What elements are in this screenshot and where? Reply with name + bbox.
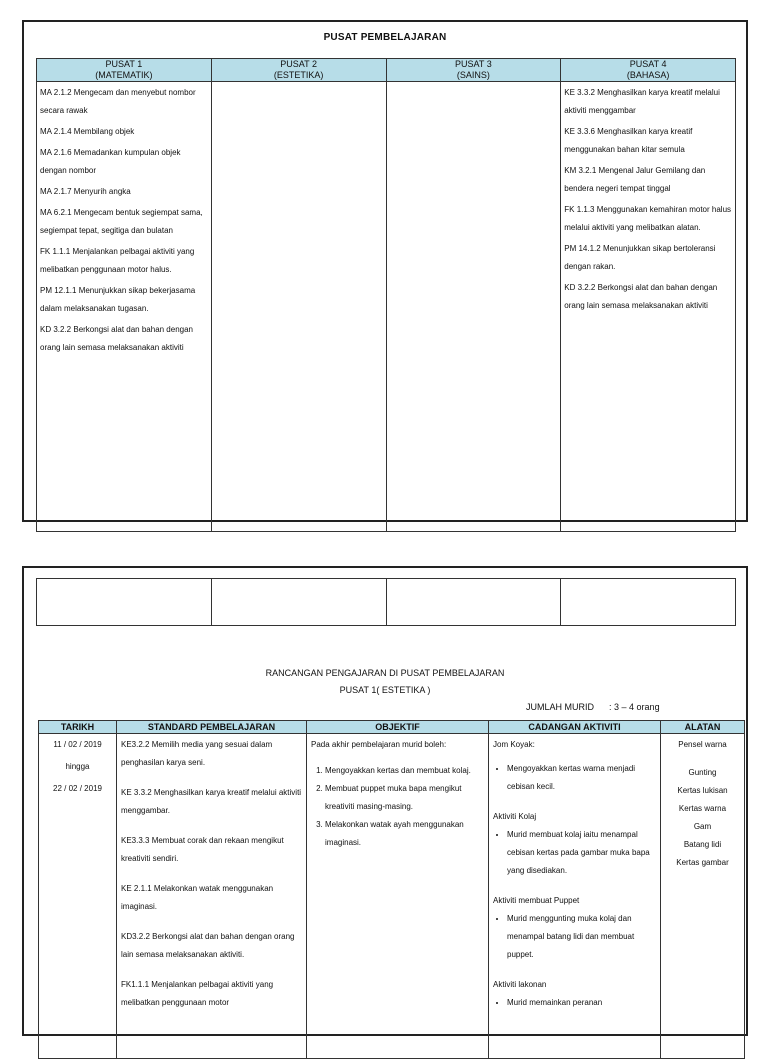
header-standard: STANDARD PEMBELAJARAN — [117, 721, 307, 734]
header-alatan: ALATAN — [661, 721, 745, 734]
list-item: Batang lidi — [683, 840, 722, 849]
list-item: KE3.2.2 Memilih media yang sesuai dalam penghasilan karya seni. — [121, 740, 273, 767]
activity-heading: Aktiviti membuat Puppet — [493, 896, 580, 905]
list-item: PM 12.1.1 Menunjukkan sikap bekerjasama dalam melaksanakan tugasan. — [40, 286, 196, 313]
list-item: KE 3.3.2 Menghasilkan karya kreatif melalui aktiviti menggambar. — [121, 788, 302, 815]
list-item: Kertas warna — [678, 804, 727, 813]
header-cadangan: CADANGAN AKTIVITI — [489, 721, 661, 734]
empty-table-row — [36, 578, 736, 626]
list-item: KD 3.2.2 Berkongsi alat dan bahan dengan orang lain semasa melaksanakan aktiviti — [40, 325, 194, 352]
cell-objektif — [307, 734, 489, 1059]
list-item: 1. Mengoyakkan kertas dan membuat kolaj. — [325, 762, 484, 780]
list-item: KE 3.3.6 Menghasilkan karya kreatif menggunakan bahan kitar semula — [564, 127, 693, 154]
cell-pusat-4 — [561, 82, 736, 532]
list-item: MA 2.1.2 Mengecam dan menyebut nombor secara rawak — [40, 88, 196, 115]
list-item: 2. Membuat puppet muka bapa mengikut kreativiti masing-masing. — [325, 780, 484, 816]
objektif-intro: Pada akhir pembelajaran murid boleh: — [311, 740, 447, 749]
list-item: Kertas lukisan — [677, 786, 728, 795]
list-item: KM 3.2.1 Mengenal Jalur Gemilang dan bendera negeri tempat tinggal — [564, 166, 706, 193]
list-item: MA 2.1.6 Memadankan kumpulan objek dengan nombor — [40, 148, 181, 175]
lesson-header-row — [39, 721, 745, 734]
list-item: KE 3.3.2 Menghasilkan karya kreatif melalui aktiviti menggambar — [564, 88, 720, 115]
cell-tarikh: 11 / 02 / 2019 hingga 22 / 02 / 2019 — [39, 734, 117, 1059]
list-item: PM 14.1.2 Menunjukkan sikap bertoleransi dengan rakan. — [564, 244, 716, 271]
header-objektif: OBJEKTIF — [307, 721, 489, 734]
list-item: FK 1.1.3 Menggunakan kemahiran motor halus melalui aktiviti yang melibatkan alatan. — [564, 205, 732, 232]
list-item: 3. Melakonkan watak ayah menggunakan imaginasi. — [325, 816, 484, 852]
list-item: Gam — [693, 822, 712, 831]
list-item: KD3.2.2 Berkongsi alat dan bahan dengan orang lain semasa melaksanakan aktiviti. — [121, 932, 295, 959]
header-pusat-3: PUSAT 3 (SAINS) — [386, 59, 561, 82]
list-item: • Mengoyakkan kertas warna menjadi cebisan kecil. — [507, 760, 656, 796]
list-item: Kertas gambar — [676, 858, 729, 867]
list-item: • Murid membuat kolaj iaitu menampal cebisan kertas pada gambar muka bapa yang disediakan. — [507, 826, 656, 880]
list-item: MA 2.1.7 Menyurih angka — [40, 187, 131, 196]
list-item: KE 2.1.1 Melakonkan watak menggunakan imaginasi. — [121, 884, 274, 911]
pusat-table — [36, 58, 736, 532]
header-tarikh: TARIKH — [39, 721, 117, 734]
cell-alatan — [661, 734, 745, 1059]
student-count: JUMLAH MURID : 3 – 4 orang — [526, 702, 660, 712]
cell-cadangan — [489, 734, 661, 1059]
list-item: • Murid menggunting muka kolaj dan menampal batang lidi dan membuat puppet. — [507, 910, 656, 964]
page-2 — [22, 566, 748, 1036]
list-item: KD 3.2.2 Berkongsi alat dan bahan dengan orang lain semasa melaksanakan aktiviti — [564, 283, 718, 310]
header-pusat-4: PUSAT 4 (BAHASA) — [561, 59, 736, 82]
header-pusat-1: PUSAT 1 (MATEMATIK) — [37, 59, 212, 82]
page-1 — [22, 20, 748, 522]
list-item: MA 6.2.1 Mengecam bentuk segiempat sama, segiempat tepat, segitiga dan bulatan — [40, 208, 203, 235]
cell-pusat-3 — [386, 82, 561, 532]
pusat-body-row — [37, 82, 736, 532]
pusat-header-row — [37, 59, 736, 82]
page-title: PUSAT PEMBELAJARAN — [323, 32, 447, 43]
plan-subtitle: PUSAT 1( ESTETIKA ) — [339, 685, 431, 695]
lesson-plan-table — [38, 720, 745, 1059]
header-pusat-2: PUSAT 2 (ESTETIKA) — [211, 59, 386, 82]
list-item: FK1.1.1 Menjalankan pelbagai aktiviti yang melibatkan penggunaan motor — [121, 980, 274, 1007]
list-item: Pensel warna — [678, 740, 727, 749]
activity-heading: Aktiviti Kolaj — [493, 812, 537, 821]
cell-pusat-1 — [37, 82, 212, 532]
table-row — [39, 734, 745, 1059]
cell-standard — [117, 734, 307, 1059]
list-item: FK 1.1.1 Menjalankan pelbagai aktiviti yang melibatkan penggunaan motor halus. — [40, 247, 195, 274]
list-item: Gunting — [688, 768, 717, 777]
cell-pusat-2 — [211, 82, 386, 532]
activity-heading: Jom Koyak: — [493, 740, 535, 749]
activity-heading: Aktiviti lakonan — [493, 980, 547, 989]
list-item: MA 2.1.4 Membilang objek — [40, 127, 135, 136]
plan-title: RANCANGAN PENGAJARAN DI PUSAT PEMBELAJARAN — [265, 668, 505, 678]
objektif-list — [311, 762, 484, 852]
list-item: • Murid memainkan peranan — [507, 994, 656, 1012]
list-item: KE3.3.3 Membuat corak dan rekaan mengikut kreativiti sendiri. — [121, 836, 284, 863]
